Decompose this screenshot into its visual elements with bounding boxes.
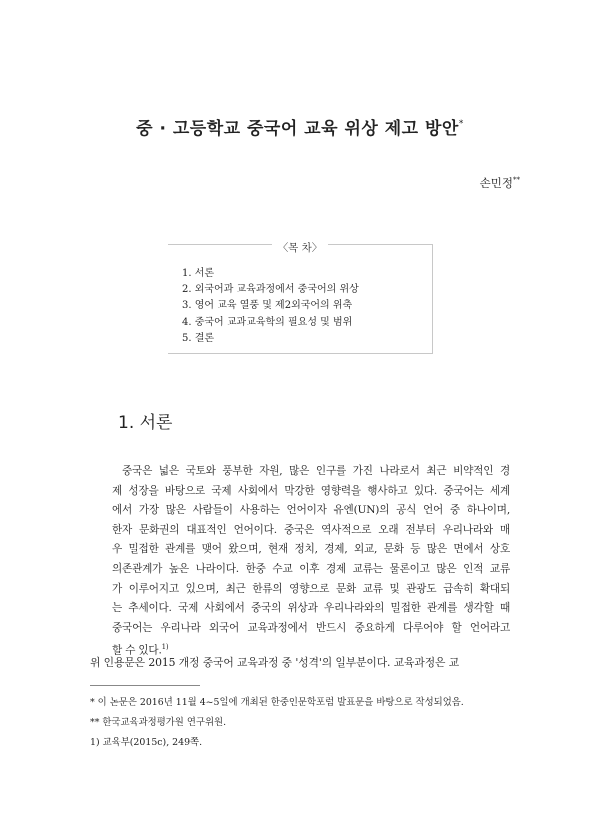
paper-title-text: 중 · 고등학교 중국어 교육 위상 제고 방안 bbox=[136, 119, 459, 139]
footnote: ** 한국교육과정평가원 연구위원. bbox=[90, 717, 227, 728]
quote-line: 중국어는 우리나라 외국어 교육과정에서 반드시 중요하게 다루어야 할 언어라고 bbox=[112, 621, 510, 634]
toc-item: 5. 결론 bbox=[182, 332, 215, 344]
quote-footnote-ref: 1) bbox=[161, 643, 169, 652]
toc-item: 4. 중국어 교과교육학의 필요성 및 범위 bbox=[182, 316, 353, 328]
toc-item: 3. 영어 교육 열풍 및 제2외국어의 위축 bbox=[182, 300, 353, 312]
title-footnote-mark: * bbox=[458, 119, 464, 129]
table-of-contents bbox=[168, 244, 433, 354]
footnotes bbox=[90, 693, 530, 753]
toc-list bbox=[182, 266, 359, 347]
section-heading: 1. 서론 bbox=[118, 413, 173, 433]
quote-line: 중국은 넓은 국토와 풍부한 자원, 많은 인구를 가진 나라로서 최근 비약적인 경 bbox=[122, 465, 510, 477]
author bbox=[420, 175, 520, 191]
quote-line: 에서 가장 많은 사람들이 사용하는 언어이자 유엔(UN)의 공식 언어 중 하나이며, bbox=[112, 504, 510, 517]
block-quote bbox=[112, 462, 510, 661]
footnote-divider bbox=[90, 685, 200, 686]
author-name: 손민정 bbox=[479, 176, 513, 190]
quote-line: 한자 문화권의 대표적인 언어이다. 중국은 역사적으로 오래 전부터 우리나라와 매 bbox=[112, 523, 510, 536]
footnote: 1) 교육부(2015c), 249쪽. bbox=[90, 737, 203, 748]
quote-line: 우 밀접한 관계를 맺어 왔으며, 현재 정치, 경제, 외교, 문화 등 많은 면에서 상호 bbox=[112, 543, 510, 556]
footnote: * 이 논문은 2016년 11월 4~5일에 개최된 한중인문학포럼 발표문을 바탕으로 작성되었음. bbox=[90, 697, 464, 708]
quote-line: 가 이루어지고 있으며, 최근 한류의 영향으로 문화 교류 및 관광도 급속히 확대되 bbox=[112, 582, 510, 595]
quote-line: 제 성장을 바탕으로 국제 사회에서 막강한 영향력을 행사하고 있다. 중국어는 세계 bbox=[112, 484, 510, 497]
body-paragraph: 위 인용문은 2015 개정 중국어 교육과정 중 '성격'의 일부분이다. 교육과정은 교 bbox=[90, 656, 460, 669]
toc-heading: 〈목 차〉 bbox=[272, 242, 329, 254]
paper-title bbox=[0, 114, 600, 139]
toc-item: 1. 서론 bbox=[182, 268, 215, 279]
toc-item: 2. 외국어과 교육과정에서 중국어의 위상 bbox=[182, 284, 359, 296]
quote-line: 의존관계가 높은 나라이다. 한중 수교 이후 경제 교류는 물론이고 많은 인적 교류 bbox=[112, 562, 510, 575]
author-footnote-mark: ** bbox=[513, 176, 520, 184]
toc-heading-wrap bbox=[168, 236, 432, 255]
quote-line-text: 할 수 있다. bbox=[112, 644, 162, 657]
quote-line: 는 추세이다. 국제 사회에서 중국의 위상과 우리나라와의 밀접한 관계를 생각할 때 bbox=[112, 602, 510, 615]
